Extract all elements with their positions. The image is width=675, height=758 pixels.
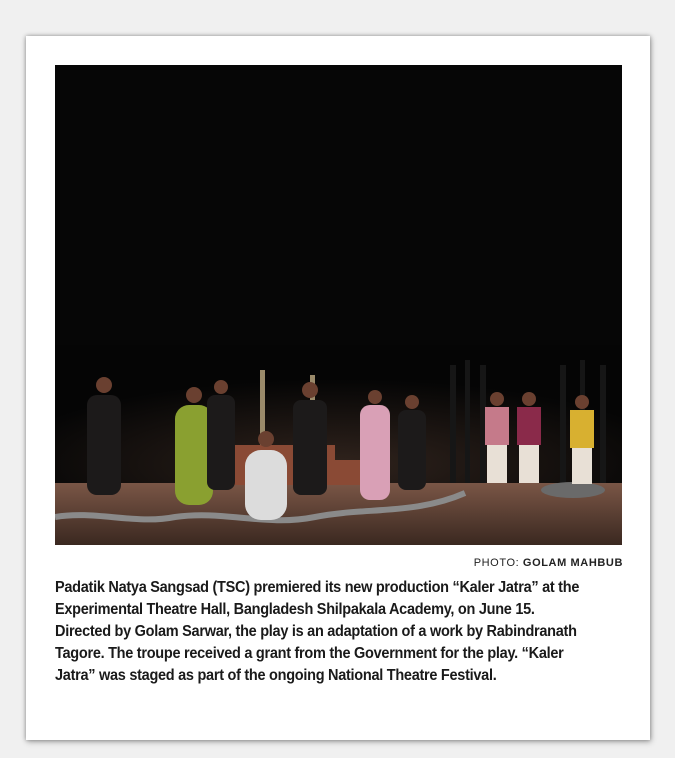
theatre-scene-illustration [55, 65, 622, 545]
photo-caption: Padatik Natya Sangsad (TSC) premiered its new production “Kaler Jatra” at the Experimental Theatre Hall, Bangladesh Shilpakala Academy, on June 15. Directed by Golam Sarwar, the play is an adaptation of a work by Rabindranath Tagore. The troupe received a grant from the Government for the play. “Kaler Jatra” was staged as part of the ongoing National Theatre Festival. [55, 579, 580, 684]
photo-credit [474, 557, 623, 569]
photo-credit-prefix: PHOTO: [473, 557, 523, 569]
photographer-name: GOLAM MAHBUB [522, 557, 623, 569]
stage-photo [55, 65, 622, 545]
